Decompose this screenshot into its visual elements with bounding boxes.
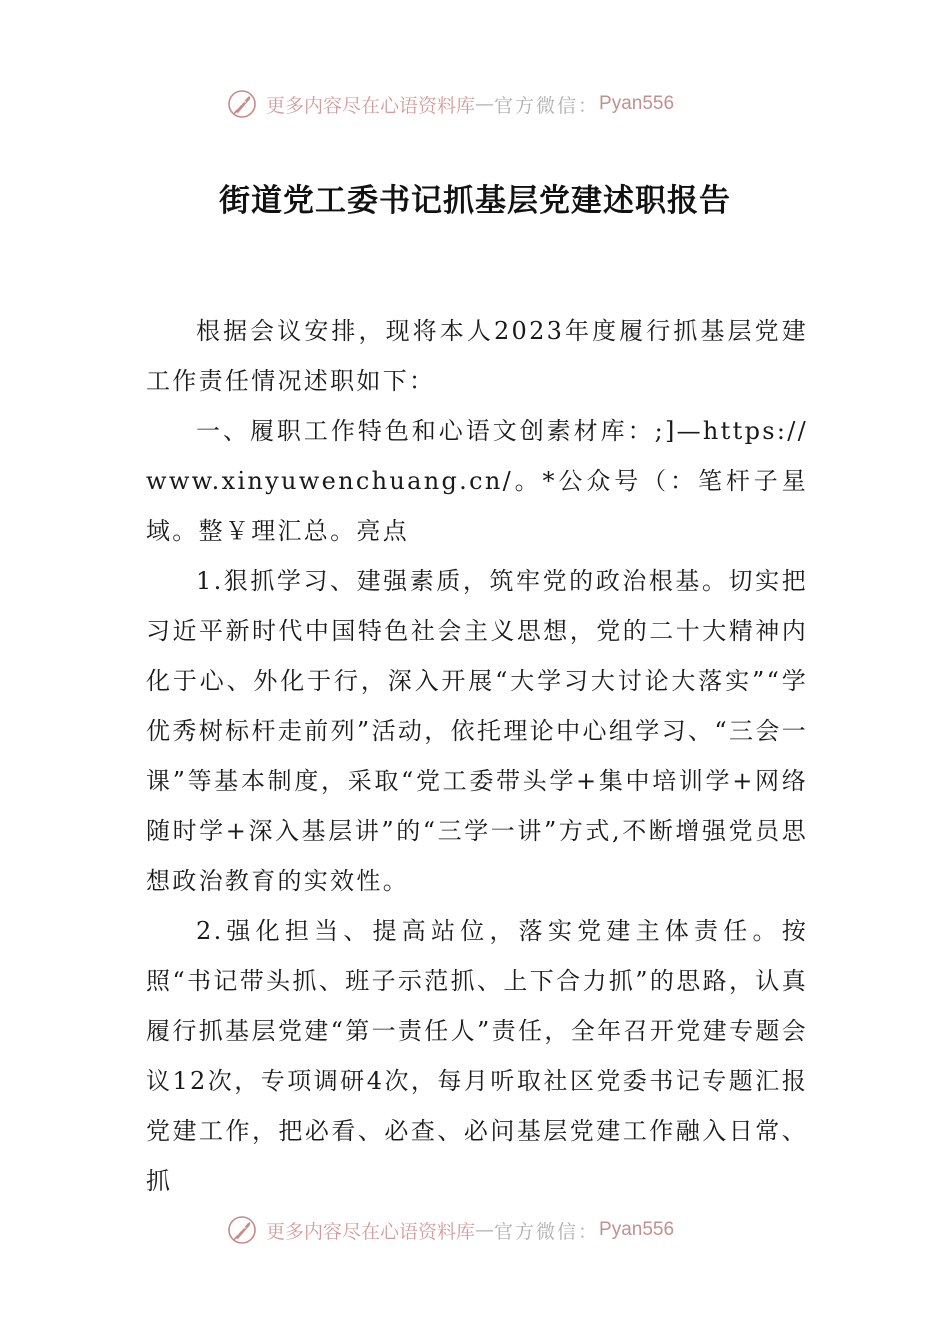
watermark-separator: — — [475, 93, 495, 115]
paragraph-section-heading: 一、履职工作特色和心语文创素材库：;]—https://www.xinyuwenchuang.cn/。*公众号（：笔杆子星域。整￥理汇总。亮点 — [146, 417, 808, 545]
paragraph-item-1: 1.狠抓学习、建强素质，筑牢党的政治根基。切实把习近平新时代中国特色社会主义思想，党的二十大精神内化于心、外化于行，深入开展“大学习大讨论大落实”“学优秀树标杆走前列”活动，依托理论中心组学习、“三会一课”等基本制度，采取“党工委带头学+集中培训学+网络随时学+深入基层讲”的“三学一讲”方式,不断增强党员思想政治教育的实效性。 — [146, 567, 808, 895]
watermark-wechat-id: Pyan556 — [599, 93, 675, 114]
quill-pen-icon — [226, 1214, 258, 1246]
watermark-separator: — — [475, 1219, 495, 1241]
watermark-site: 更多内容尽在心语资料库 — [266, 1220, 476, 1243]
watermark-header — [226, 86, 674, 122]
paragraph-intro: 根据会议安排，现将本人2023年度履行抓基层党建工作责任情况述职如下： — [146, 317, 808, 395]
watermark-site: 更多内容尽在心语资料库 — [266, 94, 476, 117]
document-title: 街道党工委书记抓基层党建述职报告 — [219, 183, 731, 219]
watermark-wechat-label: 官方微信： — [494, 1220, 600, 1243]
document-body — [146, 306, 808, 1206]
watermark-footer — [226, 1212, 674, 1248]
watermark-wechat-label: 官方微信： — [494, 94, 600, 117]
paragraph-item-2: 2.强化担当、提高站位，落实党建主体责任。按照“书记带头抓、班子示范抓、上下合力抓”的思路，认真履行抓基层党建“第一责任人”责任，全年召开党建专题会议12次，专项调研4次，每月听取社区党委书记专题汇报党建工作，把必看、必查、必问基层党建工作融入日常、抓 — [146, 917, 808, 1195]
watermark-wechat-id: Pyan556 — [599, 1219, 675, 1240]
quill-pen-icon — [226, 88, 258, 120]
